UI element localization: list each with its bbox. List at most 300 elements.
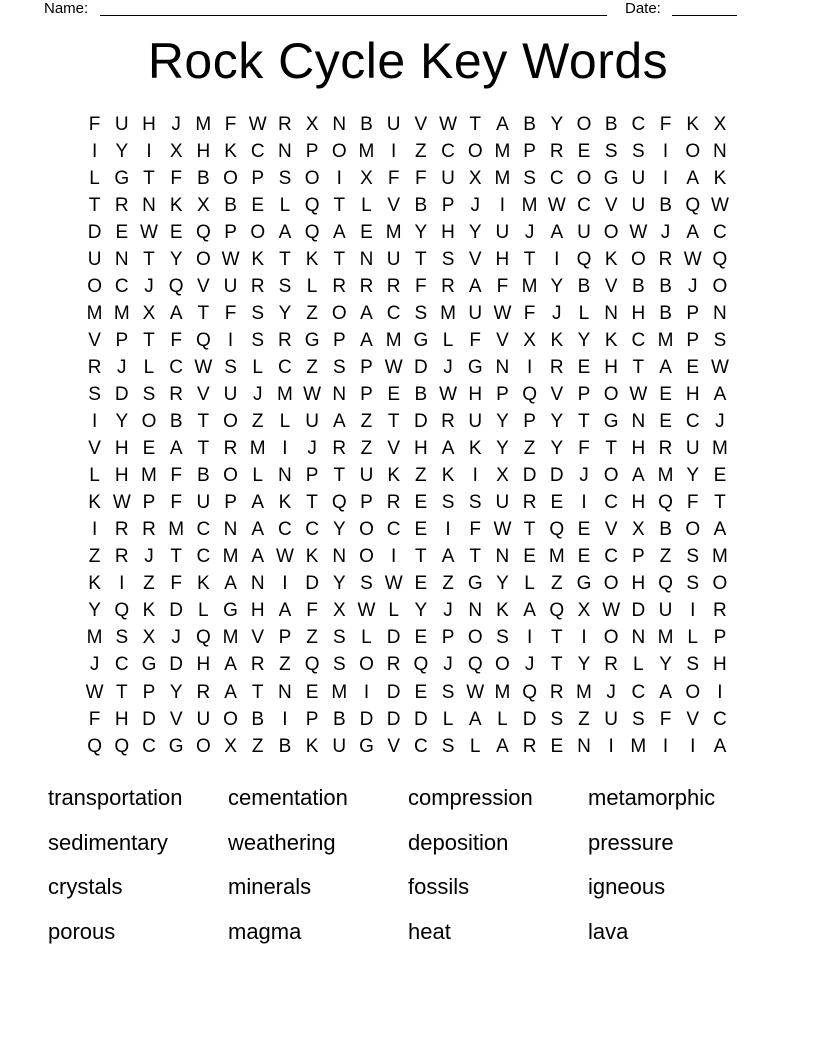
grid-letter: Y [468,221,482,243]
grid-letter: H [114,465,129,487]
grid-letter: L [89,465,100,487]
grid-letter: W [384,356,403,378]
grid-letter: R [196,681,211,703]
grid-letter: F [88,113,101,135]
grid-letter: C [413,735,428,757]
grid-letter: R [522,735,537,757]
grid-letter: H [468,383,483,405]
grid-letter: S [224,356,237,378]
grid-letter: W [683,248,702,270]
grid-letter: T [415,546,427,568]
grid-letter: X [197,194,210,216]
grid-letter: C [604,546,619,568]
grid-letter: O [223,167,238,189]
word-list-item: minerals [228,874,312,900]
grid-letter: T [632,356,645,378]
grid-letter: M [222,627,239,649]
grid-letter: F [224,302,237,324]
grid-letter: M [494,167,511,189]
grid-letter: J [687,275,698,297]
grid-letter: F [496,275,509,297]
grid-letter: L [252,356,263,378]
grid-letter: H [250,600,265,622]
grid-letter: V [604,194,618,216]
grid-letter: O [712,275,728,297]
grid-letter: D [169,600,184,622]
grid-letter: B [414,194,428,216]
grid-letter: B [632,275,645,297]
grid-letter: N [278,465,292,487]
grid-letter: P [441,194,455,216]
grid-letter: R [549,356,564,378]
page-title: Rock Cycle Key Words [147,33,669,89]
grid-letter: I [91,519,98,541]
grid-letter: J [470,194,480,216]
grid-letter: E [550,735,564,757]
grid-letter: V [604,275,618,297]
grid-letter: D [631,600,646,622]
grid-letter: A [169,438,183,460]
grid-letter: M [657,465,674,487]
grid-letter: R [250,654,265,676]
grid-letter: O [304,167,320,189]
grid-letter: D [142,708,156,730]
word-list-item: igneous [588,874,666,900]
grid-letter: S [332,356,346,378]
grid-letter: Y [169,248,183,270]
grid-letter: K [142,600,156,622]
grid-letter: I [91,411,98,433]
grid-letter: Z [306,302,318,324]
grid-letter: Z [88,546,101,568]
grid-letter: H [631,302,646,324]
grid-letter: A [251,546,265,568]
grid-letter: E [577,546,591,568]
grid-letter: R [142,519,156,541]
grid-letter: E [577,356,591,378]
grid-letter: E [142,438,156,460]
grid-letter: S [441,735,455,757]
grid-letter: C [631,681,646,703]
grid-letter: J [579,465,589,487]
grid-letter: B [278,735,292,757]
grid-letter: F [659,113,672,135]
grid-letter: A [659,356,672,378]
grid-letter: E [169,221,183,243]
grid-letter: V [251,627,265,649]
grid-letter: Z [360,411,373,433]
grid-letter: M [385,221,402,243]
grid-letter: U [359,465,374,487]
grid-letter: R [713,600,727,622]
grid-letter: O [712,573,728,595]
grid-letter: L [497,708,508,730]
grid-letter: Y [496,411,509,433]
grid-letter: E [115,221,129,243]
grid-letter: V [387,438,400,460]
grid-letter: F [415,167,427,189]
grid-letter: P [224,221,237,243]
grid-letter: Z [306,356,318,378]
grid-letter: U [468,411,483,433]
grid-letter: M [711,546,728,568]
grid-letter: U [87,248,102,270]
grid-letter: D [169,654,184,676]
grid-letter: N [359,248,374,270]
grid-letter: Q [522,681,537,703]
grid-letter: K [305,735,319,757]
grid-letter: V [414,113,428,135]
grid-letter: I [690,735,696,757]
grid-letter: S [332,654,346,676]
grid-letter: F [224,113,237,135]
grid-letter: I [717,681,723,703]
grid-letter: H [441,221,455,243]
grid-letter: I [91,140,98,162]
grid-letter: T [170,546,182,568]
grid-letter: F [306,600,318,622]
grid-letter: T [115,681,128,703]
grid-letter: F [415,275,427,297]
grid-letter: D [522,465,537,487]
grid-letter: T [550,627,563,649]
grid-letter: Q [549,600,565,622]
grid-letter: C [631,329,646,351]
grid-letter: I [662,167,669,189]
grid-letter: Z [415,465,427,487]
grid-letter: W [194,356,213,378]
grid-letter: A [332,411,346,433]
name-label: Name: [44,0,89,17]
grid-letter: B [169,411,183,433]
grid-letter: L [143,356,155,378]
grid-letter: Q [195,329,211,351]
grid-letter: T [578,411,590,433]
grid-letter: A [441,546,455,568]
grid-letter: R [441,275,455,297]
grid-letter: J [171,113,181,135]
grid-letter: G [576,573,592,595]
grid-letter: A [468,275,482,297]
grid-letter: P [278,627,292,649]
grid-letter: Z [550,573,563,595]
grid-letter: V [197,383,210,405]
grid-letter: X [468,167,482,189]
grid-letter: D [386,627,401,649]
grid-letter: A [224,654,237,676]
grid-letter: Z [442,573,454,595]
grid-letter: K [604,248,618,270]
date-label: Date: [625,0,661,17]
grid-letter: A [251,492,265,514]
grid-letter: X [496,465,509,487]
grid-letter: E [523,546,536,568]
grid-letter: I [581,492,587,514]
grid-letter: J [524,654,535,676]
grid-letter: S [441,248,455,270]
grid-letter: T [143,329,155,351]
grid-letter: G [603,411,619,433]
grid-letter: K [197,573,210,595]
grid-letter: E [659,383,672,405]
grid-letter: E [251,194,265,216]
grid-letter: A [360,302,373,324]
grid-letter: C [305,519,319,541]
grid-letter: W [140,221,158,243]
grid-letter: O [603,221,619,243]
grid-letter: U [223,275,238,297]
grid-letter: R [87,356,102,378]
grid-letter: L [388,600,399,622]
grid-letter: D [413,708,428,730]
grid-letter: E [387,383,400,405]
grid-letter: I [391,140,397,162]
grid-letter: E [550,492,564,514]
grid-letter: Q [576,248,592,270]
grid-letter: X [169,140,183,162]
grid-letter: M [276,383,293,405]
grid-letter: X [632,519,645,541]
grid-letter: A [496,735,509,757]
grid-letter: C [441,140,455,162]
grid-letter: Y [496,573,509,595]
grid-letter: F [659,708,672,730]
grid-letter: A [468,708,482,730]
grid-letter: U [495,492,510,514]
grid-letter: Q [87,735,102,757]
grid-letter: R [278,113,292,135]
grid-letter: A [550,221,564,243]
grid-letter: O [331,302,347,324]
grid-letter: R [549,681,564,703]
grid-letter: O [359,519,374,541]
grid-letter: O [195,735,211,757]
grid-letter: N [468,600,483,622]
grid-letter: T [143,248,155,270]
word-list-item: lava [588,918,629,944]
grid-letter: U [468,302,483,324]
grid-letter: P [523,140,536,162]
grid-letter: D [413,356,428,378]
grid-letter: C [713,221,727,243]
grid-letter: V [604,519,618,541]
grid-letter: Y [414,221,428,243]
grid-letter: D [386,681,401,703]
grid-letter: N [332,546,347,568]
grid-letter: R [114,546,129,568]
grid-letter: M [113,302,130,324]
grid-letter: P [713,627,727,649]
grid-letter: A [632,465,645,487]
grid-letter: D [386,708,401,730]
grid-letter: X [305,113,319,135]
grid-letter: N [713,302,727,324]
grid-letter: I [282,573,288,595]
grid-letter: L [524,573,535,595]
grid-letter: F [578,438,590,460]
grid-letter: C [114,654,129,676]
grid-letter: I [662,140,669,162]
word-list-item: deposition [408,829,509,855]
grid-letter: E [305,681,319,703]
grid-letter: X [523,329,536,351]
grid-letter: I [445,519,451,541]
grid-letter: I [554,248,560,270]
grid-letter: A [686,167,700,189]
grid-letter: Z [251,735,264,757]
grid-letter: T [197,411,210,433]
grid-letter: L [198,600,209,622]
letter-grid [81,111,734,760]
grid-letter: R [604,654,619,676]
grid-letter: J [443,654,453,676]
grid-letter: A [224,573,237,595]
grid-letter: S [278,275,292,297]
grid-letter: T [605,438,617,460]
grid-letter: F [686,492,699,514]
grid-letter: K [251,248,265,270]
grid-letter: I [526,627,533,649]
grid-letter: W [303,383,322,405]
grid-letter: B [197,465,210,487]
grid-letter: L [279,411,291,433]
grid-letter: R [549,140,564,162]
grid-letter: N [713,140,727,162]
grid-letter: S [278,167,292,189]
grid-letter: S [332,627,346,649]
grid-letter: W [710,194,729,216]
grid-letter: I [282,708,288,730]
grid-letter: E [414,627,428,649]
grid-letter: W [357,600,376,622]
grid-letter: C [631,113,646,135]
grid-letter: L [361,194,372,216]
grid-letter: Z [415,140,427,162]
grid-letter: Q [114,600,130,622]
grid-letter: R [278,329,292,351]
grid-letter: I [472,465,478,487]
grid-letter: L [279,194,291,216]
grid-letter: E [713,465,727,487]
grid-letter: B [659,519,672,541]
grid-letter: P [360,383,373,405]
grid-letter: D [549,465,564,487]
grid-letter: D [413,411,428,433]
grid-letter: Y [332,519,346,541]
grid-letter: E [686,356,700,378]
grid-letter: Y [169,681,183,703]
grid-letter: T [333,194,346,216]
grid-letter: N [604,302,619,324]
grid-letter: G [141,654,157,676]
grid-letter: Q [195,221,211,243]
grid-letter: T [88,194,101,216]
grid-letter: O [250,221,266,243]
grid-letter: V [496,329,509,351]
grid-letter: Y [686,465,700,487]
grid-letter: P [224,492,237,514]
grid-letter: C [196,519,211,541]
grid-letter: N [495,356,510,378]
word-list-item: compression [408,785,533,811]
grid-letter: J [89,654,100,676]
grid-letter: P [115,329,129,351]
grid-letter: X [360,167,373,189]
grid-letter: Z [360,438,373,460]
grid-letter: V [88,329,101,351]
grid-letter: A [224,681,237,703]
grid-letter: I [581,627,587,649]
grid-letter: R [332,275,347,297]
grid-letter: A [278,600,292,622]
grid-letter: U [658,600,673,622]
grid-letter: M [548,546,565,568]
grid-letter: D [305,573,319,595]
grid-letter: K [550,329,564,351]
grid-letter: H [413,438,428,460]
grid-letter: U [196,708,211,730]
grid-letter: Y [115,411,129,433]
grid-letter: K [387,465,400,487]
grid-letter: I [608,735,614,757]
grid-letter: W [221,248,240,270]
grid-letter: Y [550,438,564,460]
grid-letter: S [523,167,536,189]
grid-letter: W [493,302,512,324]
grid-letter: Z [659,546,672,568]
grid-letter: A [523,600,536,622]
grid-letter: P [251,167,265,189]
grid-letter: R [114,519,129,541]
grid-letter: S [632,708,645,730]
grid-letter: G [359,735,374,757]
grid-letter: L [89,167,100,189]
grid-letter: M [630,735,647,757]
grid-letter: S [142,383,156,405]
grid-letter: H [114,438,129,460]
grid-letter: W [384,573,403,595]
grid-letter: H [142,113,156,135]
grid-letter: O [603,383,619,405]
grid-letter: L [578,302,590,324]
grid-letter: U [631,167,646,189]
grid-letter: Q [685,194,701,216]
grid-letter: Z [143,573,155,595]
grid-letter: T [333,465,346,487]
grid-letter: P [577,383,591,405]
grid-letter: L [469,735,481,757]
grid-letter: T [714,492,726,514]
grid-letter: M [86,302,103,324]
grid-letter: U [631,194,646,216]
grid-letter: P [523,411,536,433]
word-list-item: sedimentary [48,829,168,855]
grid-letter: Y [550,411,564,433]
grid-letter: J [144,546,154,568]
grid-letter: G [413,329,429,351]
grid-letter: Y [278,302,292,324]
grid-letter: A [441,438,455,460]
grid-letter: Z [578,708,590,730]
word-list-item: crystals [48,874,123,900]
grid-letter: X [332,600,346,622]
grid-letter: M [195,113,212,135]
grid-letter: E [414,492,428,514]
grid-letter: K [604,329,618,351]
grid-letter: W [112,492,131,514]
grid-letter: Y [332,573,346,595]
grid-letter: S [115,627,129,649]
